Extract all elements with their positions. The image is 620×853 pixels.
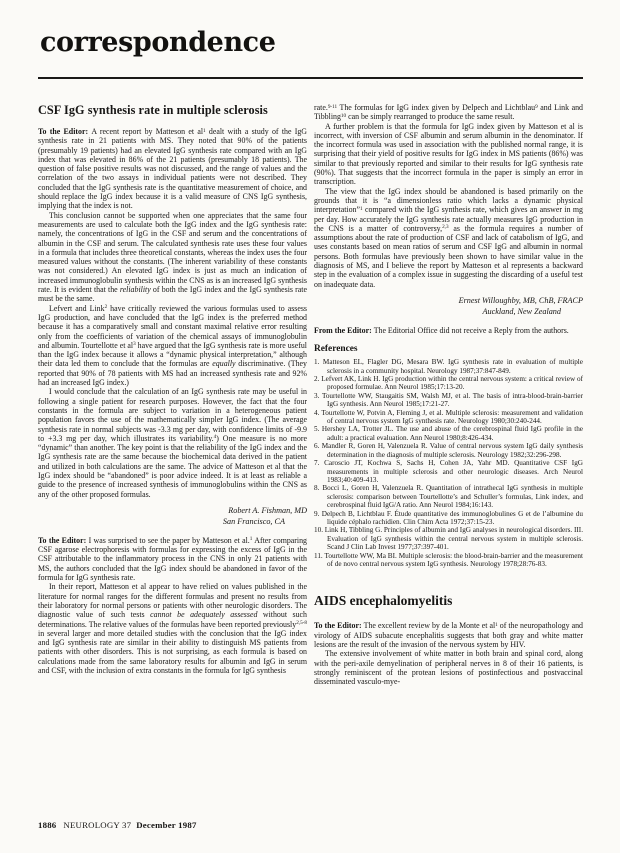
reference-item: 11. Tourtellotte WW, Ma BI. Multiple sclerosis: the blood-brain-barrier and the measurement of de novo central nervous system IgG synthesis. Neurology 1978;28:76-83. <box>314 551 583 568</box>
paragraph: To the Editor: I was surprised to see the paper by Matteson et al.$^1$ After comparing CSF agarose electrophoresis with formulas for expressing the excess of IgG in the CSF attributable to the inflammatory process in the CNS in only 21 patients with MS, the authors concluded that the IgG index should be abandoned in favor of the formula for IgG synthesis rate. <box>38 535 308 583</box>
references-list <box>314 358 583 568</box>
paragraph: rate.$^{9-11}$ The formulas for IgG index given by Delpech and Lichtblau$^9$ and Link and Tibbling$^{10}$ can be simply rearranged to produce the same result. <box>314 103 584 122</box>
willoughby-letter-paragraphs-left <box>38 536 307 675</box>
paragraph: Lefvert and Link$^2$ have critically reviewed the various formulas used to assess IgG production, and have concluded that the IgG index is the preferred method because it has a comparatively small and constant maximal relative error resulting only from the coefficients of variation of the chemical assays of immunoglobulin and albumin. Tourtellotte et $al^3$ have argued that the IgG synthesis rate is more useful than the IgG index because it allows a “dynamic physical interpretation,” although their data led them to conclude that the formulas are equally discriminative. (They reported that 90% of 78 patients with MS had an increased synthesis rate and 92% had an increased IgG index.) <box>38 303 308 388</box>
reference-item: 5. Hershey LA, Trotter JL. The use and abuse of the cerebrospinal fluid IgG profile in the adult: a practical evaluation. Ann Neurol 1980;8:426-434. <box>314 425 583 442</box>
reference-item: 7. Caroscio JT, Kochwa S, Sachs H, Cohen JA, Yahr MD. Quantitative CSF IgG measurements in multiple sclerosis and other neurologic diseases. Arch Neurol 1983;40:409-413. <box>314 459 583 484</box>
reference-item: 1. Matteson EL, Flagler DG, Mesara BW. IgG synthesis rate in evaluation of multiple sclerosis in a community hospital. Neurology 1987;37:847-849. <box>314 358 583 375</box>
reference-item: 8. Bocci L, Goren H, Valenzuela R. Quantitation of intrathecal IgG synthesis in multiple sclerosis: comparison between Tourtellotte’s and Schuller’s formulas, Link index, and cerebrospinal fluid IgG/A ratio. Ann Neurol 1984;16:143. <box>314 484 583 510</box>
paragraph: The extensive involvement of white matter in both brain and spinal cord, along with the peri-axile demyelination of peripheral nerves in 8 of their 16 patients, is strongly reminiscent of the protean lesions of postinfectious and postvaccinal disseminated vasculo-mye- <box>314 649 583 687</box>
signature-fishman <box>38 505 307 528</box>
footer-issue-date: December 1987 <box>136 820 197 830</box>
reference-item: 3. Tourtellotte WW, Staugaitis SM, Walsh MJ, et al. The basis of intra-blood-brain-barrier IgG synthesis. Ann Neurol 1985;17:21-27. <box>314 391 583 409</box>
reference-item: 6. Mandler R, Goren H, Valenzuela R. Value of central nervous system IgG daily synthesis determination in the diagnosis of multiple sclerosis. Neurology 1982;32:296-298. <box>314 442 583 459</box>
paragraph: From the Editor: The Editorial Office did not receive a Reply from the authors. <box>314 325 569 335</box>
paragraph: I would conclude that the calculation of an IgG synthesis rate may be useful in following a single patient for research purposes. However, the fact that the four constants in the formula are subject to variation in a heterogeneous patient population favors the use of the mathematically simpler IgG index. (The average synthesis rate in normal subjects was -3.3 mg per day, with confidence limits of -9.9 to +3.3 mg per day, which illustrates its variability.$^4$) One measure is no more “dynamic” than another. The key point is that the reliability of the IgG index and the IgG synthesis rate are the same because the biochemical data derived in the patient and utilized in both calculations are the same. The advice of Matteson et al that the IgG index should be “abandoned” is poor advice indeed. It is at least as reliable a guide to the presence of increased synthesis of immunoglobulins within the CNS as any of the other proposed formulas. <box>38 387 307 499</box>
from-editor-note <box>314 326 583 335</box>
signature-name: Ernest Willoughby, MB, ChB, FRACP <box>458 295 583 305</box>
left-column <box>38 103 307 675</box>
paragraph: In their report, Matteson et al appear to have relied on values published in the literature for normal ranges for the different formulas and present no results from their laboratory for normal persons or patients with other neurologic disorders. The diagnostic value of such tests cannot be adequately assessed without such determinations. The relative values of the formulas have been reported previously$^{2,5-8}$ in several larger and more detailed studies with the conclusion that the IgG index and IgG synthesis rate are similar in their ability to distinguish MS patients from patients with other disorders. This is not surprising, as each formula is based on calculations made from the same laboratory results for albumin and IgG in serum and CSF, with the inclusion of extra constants in the formula for IgG synthesis <box>38 582 307 676</box>
fishman-letter-paragraphs <box>38 127 307 499</box>
paragraph: The view that the IgG index should be abandoned is based primarily on the grounds that it is “a dimensionless ratio which lacks a dynamic physical interpretation”$^1$ compared with the IgG synthesis rate, which gives an answer in mg per day. How accurately the IgG synthesis rate actually measures IgG production in the CNS is a matter of controversy,$^{2,3}$ as the formula requires a number of assumptions about the rate of production of CSF and lack of catabolism of IgG, and uses constants based on mean ratios of serum and CSF IgG and albumin in normal persons. Both formulas have previously been shown to have similar value in the diagnosis of MS, and I believe the report by Matteson et al represents a backward step in the evaluation of a complex issue in suggesting the discarding of a useful test on inadequate data. <box>314 186 584 289</box>
paragraph: This conclusion cannot be supported when one appreciates that the same four measurements are used to calculate both the IgG index and the IgG synthesis rate: namely, the concentrations of IgG in the CSF and serum and the concentrations of albumin in the CSF and serum. The calculated synthesis rate uses these four values in a formula that includes three theoretical constants, whereas the index uses the four measured values without the constants. (The inherent variability of these constants was not considered.) An elevated IgG index is just as much an indication of increased immunoglobulin synthesis within the CNS as is an increased IgG synthesis rate. It is evident that the reliability of both the IgG index and the IgG synthesis rate must be the same. <box>38 210 307 304</box>
page-footer <box>38 820 197 830</box>
right-column <box>314 103 583 686</box>
reference-item: 2. Lefvert AK, Link H. IgG production within the central nervous system: a critical review of proposed formulae. Ann Neurol 1985;17:13-20. <box>314 375 583 392</box>
willoughby-letter-paragraphs-right <box>314 103 583 289</box>
letter-title-aids: AIDS encephalomyelitis <box>314 593 453 609</box>
footer-page-number: 1886 <box>38 820 57 830</box>
signature-name: Robert A. Fishman, MD <box>228 505 307 515</box>
signature-location: Auckland, New Zealand <box>482 307 561 317</box>
letter-title-csf: CSF IgG synthesis rate in multiple sclerosis <box>38 103 268 117</box>
signature-willoughby <box>314 295 583 318</box>
signature-location: San Francisco, CA <box>222 517 285 527</box>
paragraph: A further problem is that the formula for IgG index given by Matteson et al is incorrect, with inversion of CSF albumin and serum albumin in the denominator. If the incorrect formula was used in association with the published normal range, it is surprising that their yield of positive results for IgG index in MS patients (86%) was similar to that previously reported and similar to their results for IgG synthesis rate (90%). That suggests that the incorrect formula in the paper is simply an error in transcription. <box>314 121 583 187</box>
footer-journal-name: NEUROLOGY 37 <box>63 820 132 830</box>
aids-letter-paragraphs <box>314 621 583 686</box>
page-title: correspondence <box>40 27 276 58</box>
reference-item: 10. Link H, Tibbling G. Principles of albumin and IgG analyses in neurological disorders. III. Evaluation of IgG synthesis within the central nervous system in multiple sclerosis. Scand J Clin Lab Invest 1977;37:397-401. <box>314 526 583 552</box>
reference-item: 4. Tourtellotte W, Potvin A, Fleming J, et al. Multiple sclerosis: measurement and validation of central nervous system IgG synthesis rate. Neurology 1980;30:240-244. <box>314 408 583 426</box>
reference-item: 9. Delpech B, Lichtblau F. Étude quantitative des immunoglobulines G et de l’albumine du liquide céphalo rachidien. Clin Chim Acta 1972;37:15-23. <box>314 509 583 526</box>
paragraph: To the Editor: A recent report by Matteson et $al^1$ dealt with a study of the IgG synthesis rate in 21 patients with MS. They noted that 90% of the patients (presumably 19 patients) had an elevated IgG synthesis rate compared with an IgG index that was elevated in 86% of the 21 patients (presumably 18 patients). The question of false positive results was not discussed, and the range of values and the correlation of the two assays in individual patients were not described. They concluded that the IgG synthesis rate is the quantitative measurement of choice, and should replace the IgG index because it is a valid measure of CNS IgG synthesis, implying that the index is not. <box>38 127 308 211</box>
header-divider <box>38 77 583 79</box>
paragraph: To the Editor: The excellent review by de la Monte et $al^1$ of the neuropathology and virology of AIDS subacute encephalitis suggests that both gray and white matter lesions are the result of the invasion of the nervous system by HIV. <box>314 621 583 649</box>
references-heading: References <box>314 344 358 355</box>
